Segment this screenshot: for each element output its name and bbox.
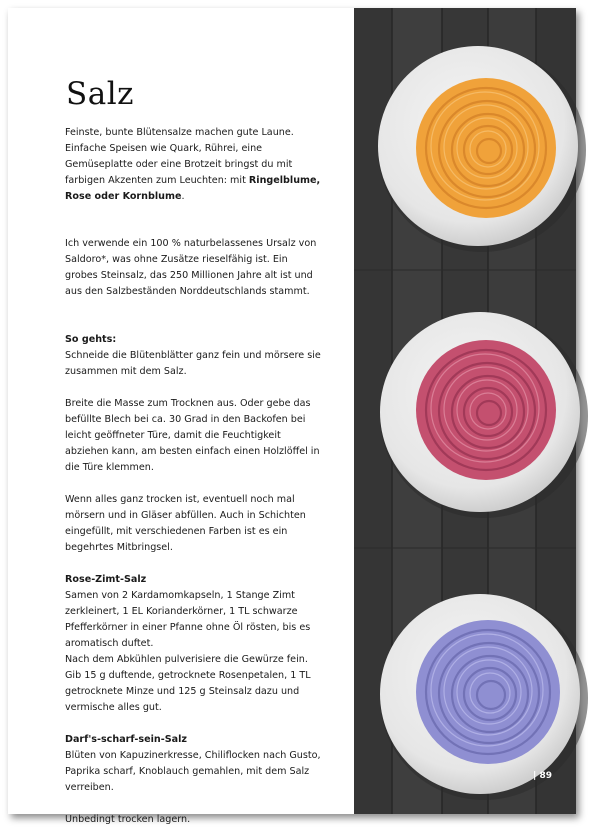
- intro-text: Einfache Speisen wie Quark, Rührei, eine Gemüseplatte oder eine Brotzeit bringst du mit farbigen Akzenten zum Leuchten: mit: [65, 143, 293, 186]
- rose-zimt-text-2: Nach dem Abkühlen pulverisiere die Gewürze fein.: [65, 654, 308, 665]
- scharf-heading: [65, 732, 321, 748]
- howto-heading: [65, 332, 321, 348]
- rose-zimt-text-3: Gib 15 g duftende, getrocknete Rosenpetalen, 1 TL getrocknete Minze und 125 g Steinsalz dazu und vermische alles gut.: [65, 670, 311, 713]
- intro-end: .: [181, 191, 185, 202]
- howto-step-2: Breite die Masse zum Trocknen aus. Oder gebe das befüllte Blech bei ca. 30 Grad in den Backofen bei leicht geöffneter Türe, damit die Feuchtigkeit abziehen kann, am besten einfach einen Holzlöffel in die Türe klemmen.: [65, 398, 320, 473]
- salt-plates-photo: [354, 8, 576, 814]
- rose-zimt-heading: [65, 572, 321, 588]
- page-number: | 89: [533, 771, 552, 781]
- salt-plates-illustration: [354, 8, 576, 814]
- salt-info-paragraph: Ich verwende ein 100 % naturbelassenes Ursalz von Saldoro*, was ohne Zusätze rieselfähig ist. Ein grobes Steinsalz, das 250 Millionen Jahre alt ist und aus den Salzbeständen Norddeutschlands stammt.: [65, 238, 317, 297]
- intro-line-1: Feinste, bunte Blütensalze machen gute Laune.: [65, 127, 294, 138]
- intro-flowers: Ringelblume, Rose oder Kornblume: [65, 175, 321, 202]
- book-page: [8, 8, 576, 825]
- rose-zimt-text-1: Samen von 2 Kardamomkapseln, 1 Stange Zimt zerkleinert, 1 EL Korianderkörner, 1 TL schwarze Pfefferkörner in einer Pfanne ohne Öl rösten, bis es aromatisch duftet.: [65, 590, 311, 649]
- closing-note: Unbedingt trocken lagern.: [65, 814, 191, 825]
- intro-paragraph: [65, 141, 321, 205]
- scharf-text: Blüten von Kapuzinerkresse, Chiliflocken nach Gusto, Paprika scharf, Knoblauch gemahlen, mit dem Salz verreiben.: [65, 750, 321, 793]
- page-title: Salz: [66, 76, 134, 112]
- body-text: [65, 125, 321, 828]
- scharf-heading-text: Darf's-scharf-sein-Salz: [65, 734, 187, 745]
- howto-step-3: Wenn alles ganz trocken ist, eventuell noch mal mörsern und in Gläser abfüllen. Auch in Schichten eingefüllt, mit verschiedenen Farben ist es ein begehrtes Mitbringsel.: [65, 494, 306, 553]
- text-column: [8, 8, 354, 825]
- rose-zimt-heading-text: Rose-Zimt-Salz: [65, 574, 147, 585]
- howto-step-1: Schneide die Blütenblätter ganz fein und mörsere sie zusammen mit dem Salz.: [65, 350, 321, 377]
- howto-heading-text: So gehts:: [65, 334, 117, 345]
